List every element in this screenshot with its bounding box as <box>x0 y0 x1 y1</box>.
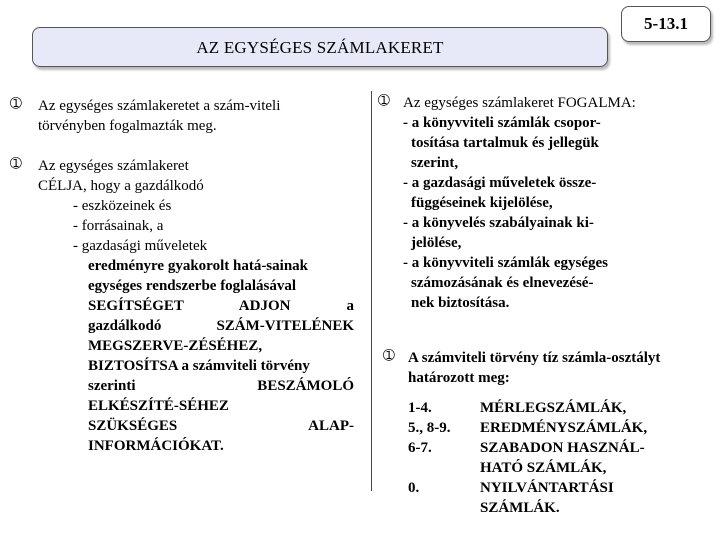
account-class-number: 1-4. <box>408 400 432 416</box>
bullet-icon: ➀ <box>378 93 390 109</box>
column-divider <box>371 91 372 491</box>
right-bullet1-line: szerint, <box>411 155 459 171</box>
left-bullet2-line: - eszközeinek és <box>73 198 172 214</box>
account-class-name: MÉRLEGSZÁMLÁK, <box>480 400 627 416</box>
left-bullet2-line: gazdálkodó SZÁM-VITELÉNEK <box>88 318 354 334</box>
left-bullet2-line: SZÜKSÉGES ALAP- <box>88 418 354 434</box>
left-bullet1-line2: törvényben fogalmazták meg. <box>38 118 217 134</box>
left-bullet2-line: ELKÉSZÍTÉ-SÉHEZ <box>88 398 229 414</box>
account-class-name-cont: SZÁMLÁK. <box>480 500 560 516</box>
left-bullet2-line: BIZTOSÍTSA a számviteli törvény <box>88 358 310 374</box>
bullet-icon: ➀ <box>383 348 395 364</box>
right-bullet1-line: - a könyvelés szabályainak ki- <box>403 215 594 231</box>
left-bullet2-line: CÉLJA, hogy a gazdálkodó <box>38 178 204 194</box>
right-bullet1-line: - a könyvviteli számlák csopor- <box>403 115 601 131</box>
account-class-name-cont: HATÓ SZÁMLÁK, <box>480 460 607 476</box>
left-bullet2-line: eredményre gyakorolt hatá-sainak <box>88 258 308 274</box>
account-class-number: 5., 8-9. <box>408 420 451 436</box>
left-bullet2-line: SEGÍTSÉGET ADJON a <box>88 298 354 314</box>
slide-title: AZ EGYSÉGES SZÁMLAKERET <box>196 38 444 57</box>
right-bullet2-line2: határozott meg: <box>408 370 510 386</box>
right-bullet1-line: nek biztosítása. <box>411 295 510 311</box>
right-bullet1-line: függéseinek kijelölése, <box>411 195 553 211</box>
left-bullet2-line: Az egységes számlakeret <box>38 158 189 174</box>
account-class-name: NYILVÁNTARTÁSI <box>480 480 614 496</box>
right-bullet1-line: jelölése, <box>411 235 462 251</box>
account-class-number: 6-7. <box>408 440 432 456</box>
account-class-number: 0. <box>408 480 420 496</box>
right-bullet2-line1: A számviteli törvény tíz számla-osztályt <box>408 350 661 366</box>
left-bullet2-line: - gazdasági műveletek <box>73 238 208 254</box>
right-bullet1-line: - a könyvviteli számlák egységes <box>403 255 608 271</box>
right-bullet1-line: számozásának és elnevezésé- <box>411 275 594 291</box>
left-bullet2-line: egységes rendszerbe foglalásával <box>88 278 297 294</box>
bullet-icon: ➀ <box>10 96 22 112</box>
right-bullet1-line: tosítása tartalmuk és jellegük <box>411 135 599 151</box>
account-class-name: EREDMÉNYSZÁMLÁK, <box>480 420 648 436</box>
account-class-name: SZABADON HASZNÁL- <box>480 440 645 456</box>
slide-number-box <box>621 6 711 42</box>
slide-number: 5-13.1 <box>644 14 688 33</box>
bullet-icon: ➀ <box>10 156 22 172</box>
left-bullet2-line: - forrásainak, a <box>73 218 164 234</box>
left-bullet2-line: MEGSZERVE-ZÉSÉHEZ, <box>88 338 263 354</box>
left-bullet1-line1: Az egységes számlakeretet a szám-viteli <box>38 98 281 114</box>
left-bullet2-line: INFORMÁCIÓKAT. <box>88 438 224 454</box>
left-bullet2-line: szerinti BESZÁMOLÓ <box>88 378 354 394</box>
right-bullet1-line: - a gazdasági műveletek össze- <box>403 175 597 191</box>
right-bullet1-line: Az egységes számlakeret FOGALMA: <box>403 95 636 111</box>
title-box <box>32 27 608 67</box>
